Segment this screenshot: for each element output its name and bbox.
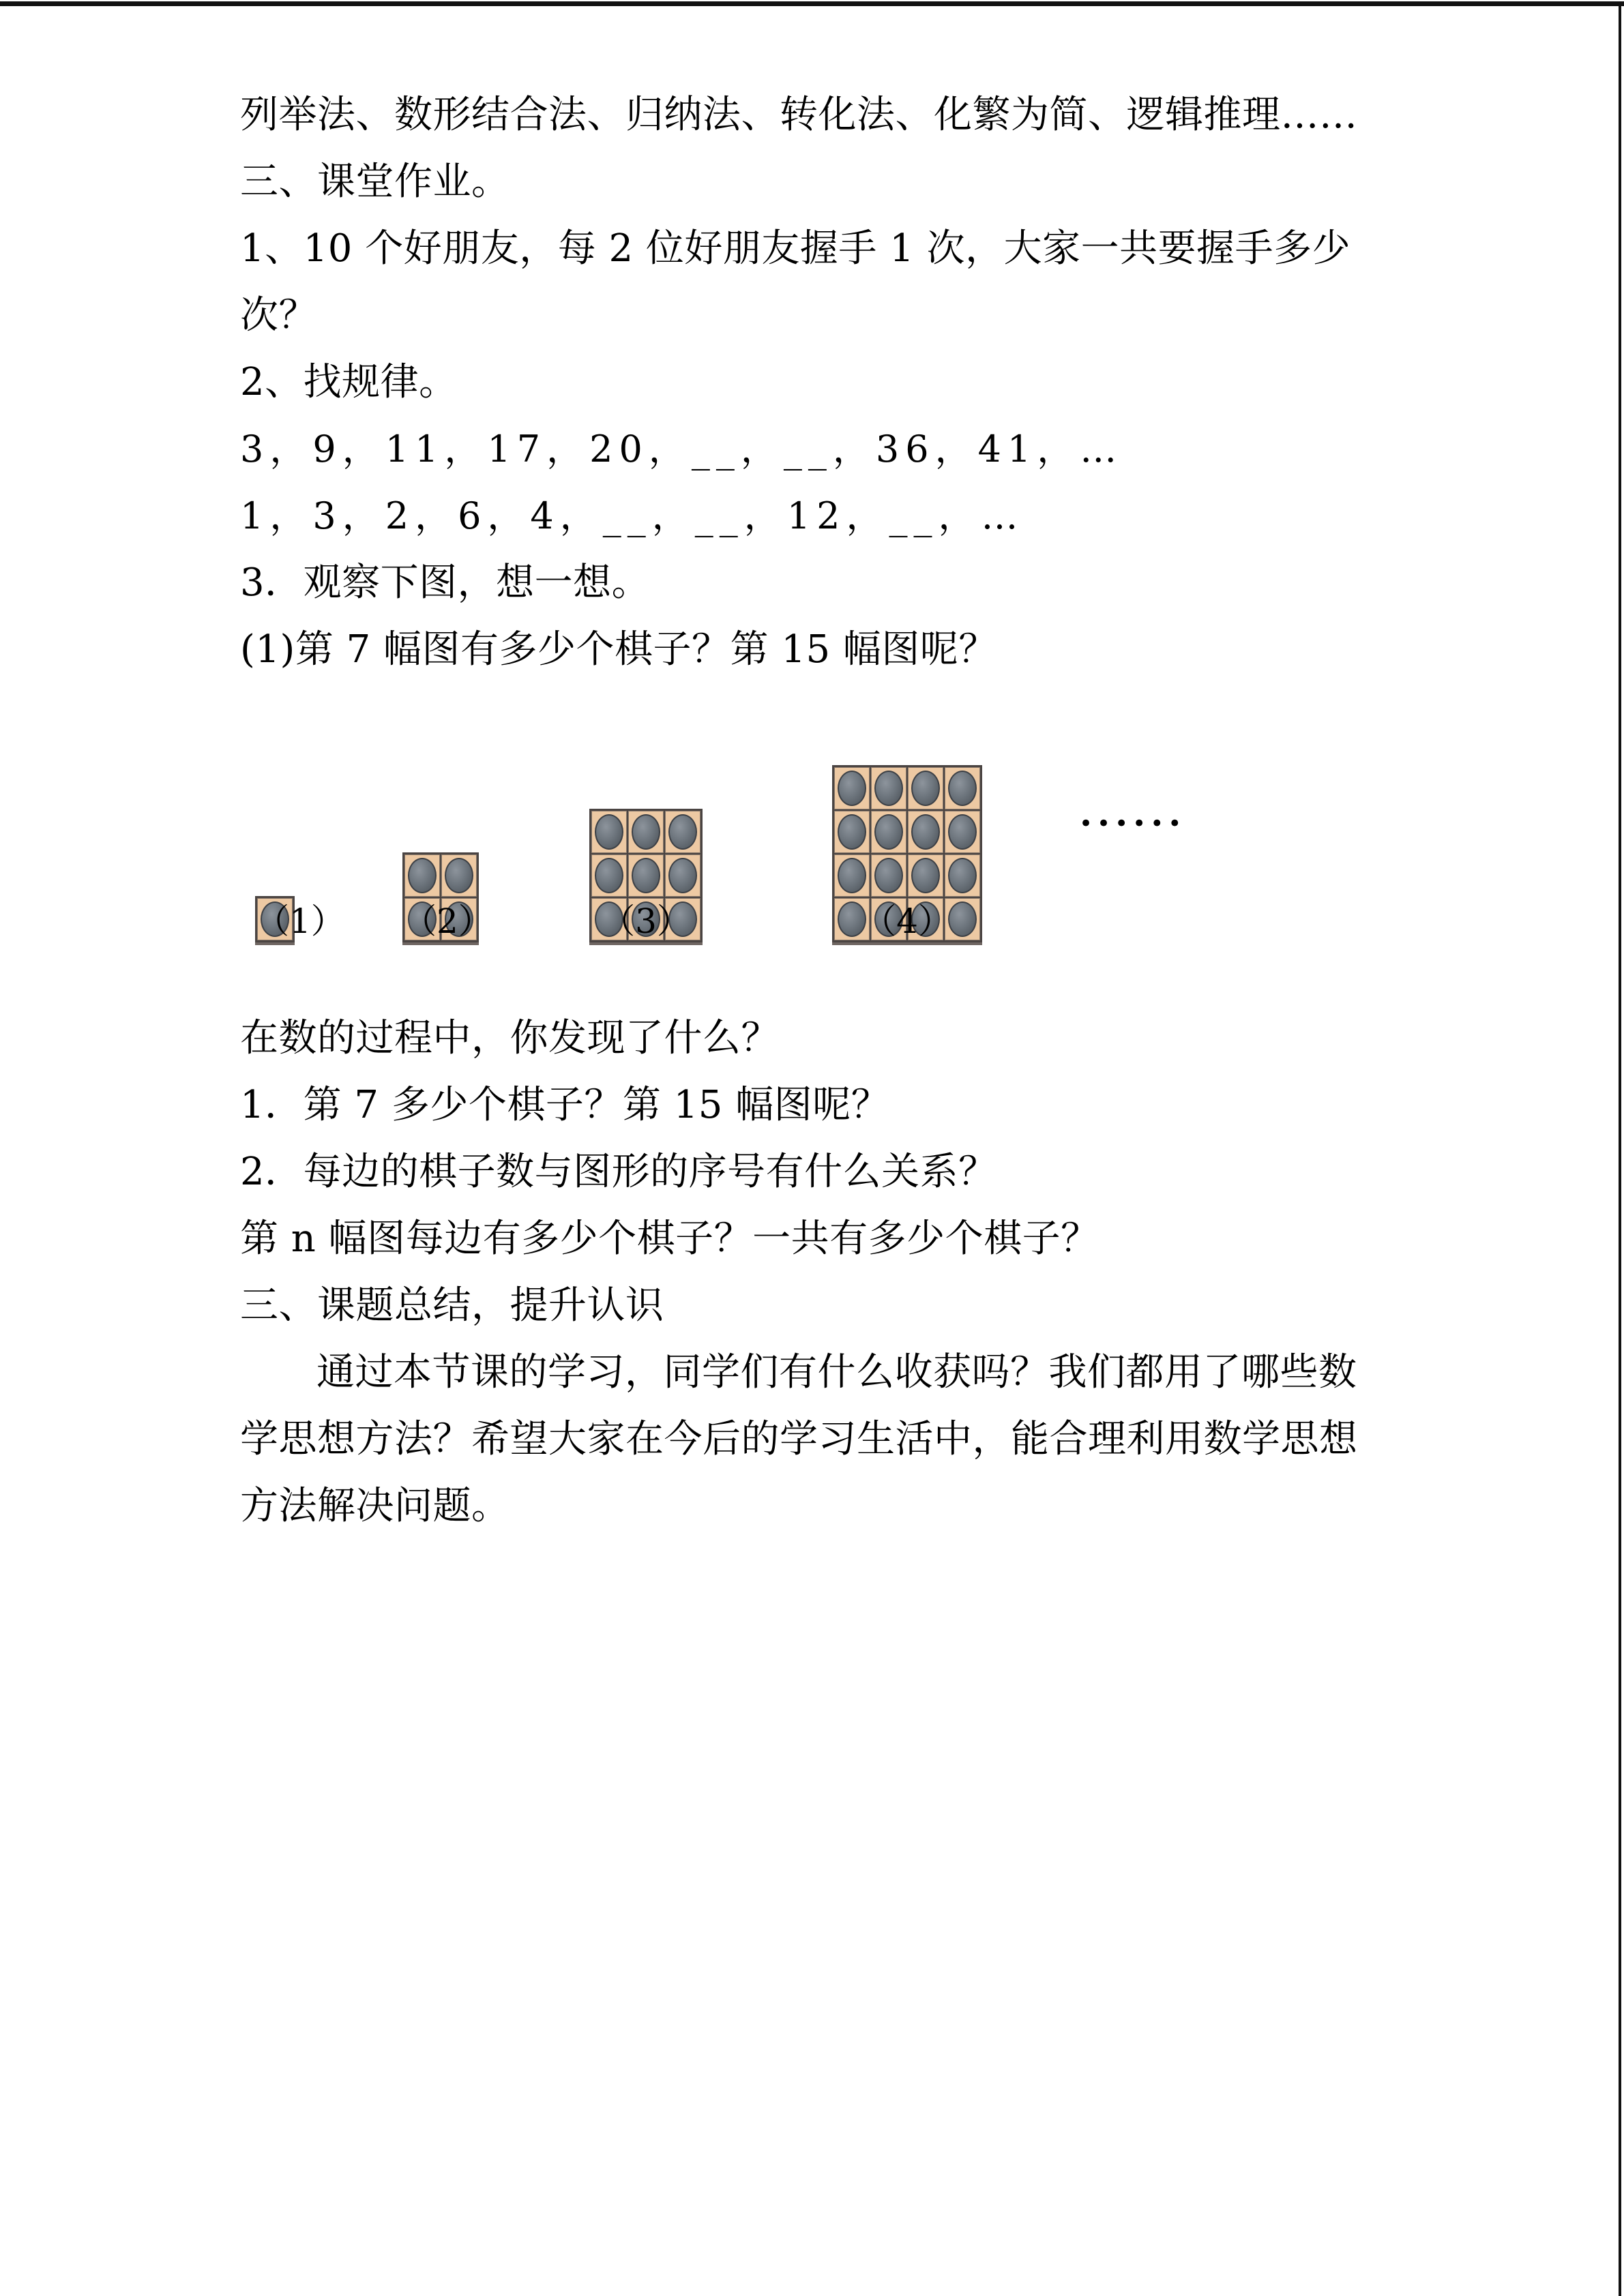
tile — [441, 854, 477, 897]
chess-piece-icon — [911, 771, 940, 806]
tile — [628, 811, 664, 853]
tile — [945, 811, 980, 853]
chess-piece-icon — [948, 771, 977, 806]
chess-piece-icon — [668, 814, 697, 850]
chess-piece-icon — [948, 858, 977, 893]
tile — [871, 854, 906, 897]
section-heading-summary: 三、课题总结，提升认识 — [240, 1283, 664, 1328]
tile — [404, 854, 440, 897]
tile — [628, 854, 664, 897]
tile — [908, 811, 943, 853]
question-1-line-2: 次？ — [240, 293, 317, 338]
chess-piece-figure-group — [240, 706, 1413, 993]
chess-piece-icon — [874, 771, 903, 806]
chess-piece-icon — [838, 771, 866, 806]
question-3-sub-1: (1)第 7 幅图有多少个棋子？第 15 幅图呢？ — [240, 627, 997, 672]
figure-3 — [589, 809, 703, 942]
chess-piece-icon — [632, 858, 660, 893]
chess-piece-icon — [948, 814, 977, 850]
chess-piece-icon — [911, 814, 940, 850]
tile — [665, 811, 700, 853]
chess-piece-icon — [874, 814, 903, 850]
tile — [908, 767, 943, 809]
chess-piece-icon — [445, 858, 473, 893]
tile — [665, 854, 700, 897]
summary-line-1: 通过本节课的学习，同学们有什么收获吗？我们都用了哪些数 — [316, 1350, 1357, 1395]
chess-piece-icon — [595, 814, 623, 850]
tile — [591, 811, 627, 853]
chess-piece-icon — [838, 858, 866, 893]
tile — [591, 854, 627, 897]
tile — [945, 854, 980, 897]
tile — [834, 854, 870, 897]
chess-piece-icon — [595, 858, 623, 893]
tile — [945, 767, 980, 809]
chess-piece-icon — [838, 814, 866, 850]
chess-piece-icon — [632, 814, 660, 850]
tile — [871, 811, 906, 853]
figure-continuation-dots: •••••• — [1079, 810, 1186, 837]
methods-list-line: 列举法、数形结合法、归纳法、转化法、化繁为简、逻辑推理…… — [240, 93, 1358, 137]
sequence-a: 3，9，11，17，20，__，__，36，41，… — [240, 428, 1123, 471]
summary-line-2: 学思想方法？希望大家在今后的学习生活中，能合理利用数学思想 — [240, 1417, 1358, 1461]
section-heading-homework: 三、课堂作业。 — [240, 160, 510, 204]
tile — [871, 767, 906, 809]
figure-3-label: （3） — [601, 901, 691, 941]
tile — [908, 854, 943, 897]
page-right-rule — [1619, 1, 1621, 2296]
question-3-heading: 3．观察下图，想一想。 — [240, 561, 651, 605]
tile — [834, 767, 870, 809]
figure-2 — [402, 852, 492, 942]
follow-up-question-2: 2．每边的棋子数与图形的序号有什么关系？ — [240, 1150, 997, 1194]
chess-piece-icon — [911, 858, 940, 893]
figure-1 — [255, 896, 345, 942]
follow-up-question-1: 1．第 7 多少个棋子？第 15 幅图呢？ — [240, 1083, 890, 1127]
chess-piece-icon — [668, 858, 697, 893]
figure-1-label: （1） — [255, 901, 345, 941]
follow-up-question-3: 第 n 幅图每边有多少个棋子？一共有多少个棋子？ — [240, 1217, 1099, 1261]
tile — [834, 811, 870, 853]
summary-line-3: 方法解决问题。 — [240, 1484, 510, 1528]
document-body — [240, 0, 1413, 1540]
after-figure-question: 在数的过程中，你发现了什么？ — [240, 1016, 780, 1060]
chess-piece-icon — [408, 858, 437, 893]
figure-4-label: （4） — [862, 901, 952, 941]
figure-4 — [832, 765, 982, 942]
question-1-line-1: 1、10 个好朋友，每 2 位好朋友握手 1 次，大家一共要握手多少 — [240, 226, 1351, 271]
question-2-heading: 2、找规律。 — [240, 360, 458, 404]
chess-piece-icon — [874, 858, 903, 893]
figure-2-label: （2） — [402, 901, 492, 941]
sequence-b: 1，3，2，6，4，__，__，12，__，… — [240, 494, 1024, 537]
